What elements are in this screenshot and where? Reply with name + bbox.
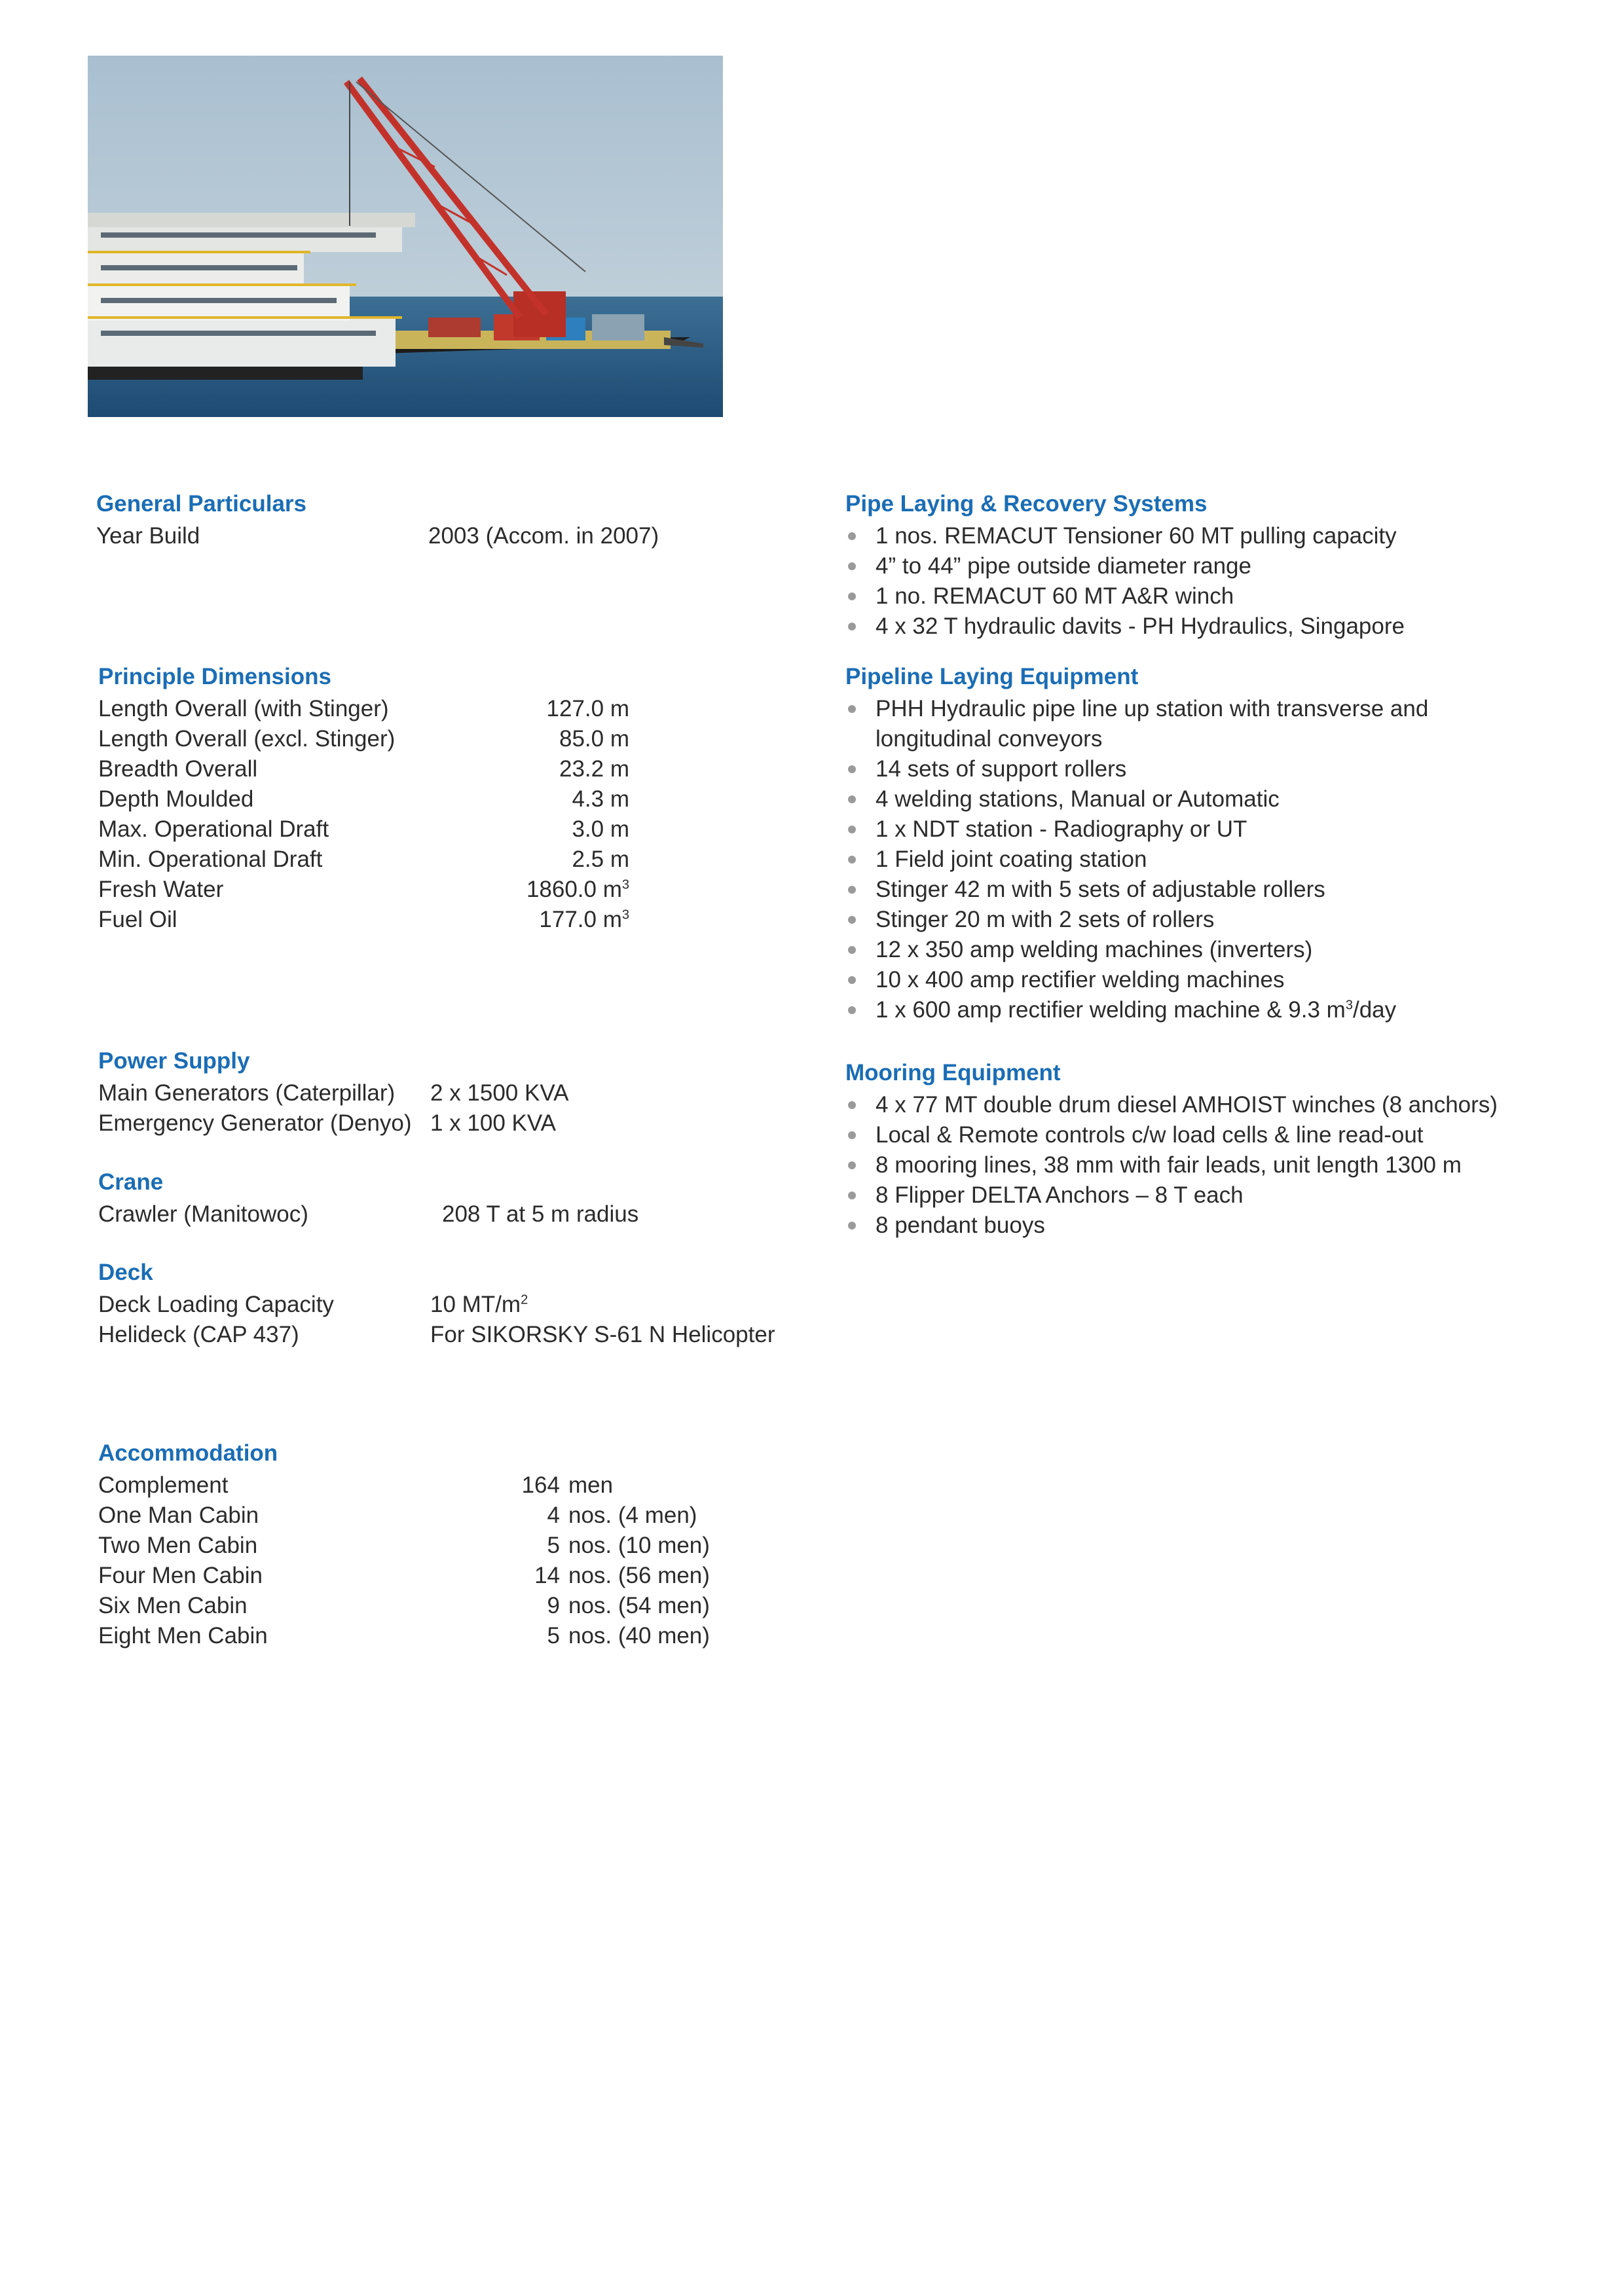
table-row	[98, 1591, 710, 1621]
row-count: 9	[547, 1593, 560, 1618]
table-row	[98, 1199, 688, 1230]
row-label: Breadth Overall	[98, 756, 258, 782]
accommodation-table	[98, 1470, 710, 1651]
table-row	[98, 1108, 688, 1139]
pipe-laying-list	[845, 521, 1405, 642]
list-item: 1 Field joint coating station	[845, 845, 1428, 875]
bullet-icon	[848, 976, 856, 984]
row-value: 2.5 m	[572, 847, 629, 872]
list-item: 8 pendant buoys	[845, 1211, 1498, 1241]
row-value: For SIKORSKY S-61 N Helicopter	[430, 1322, 775, 1347]
row-value: 2 x 1500 KVA	[430, 1080, 569, 1106]
bullet-icon	[848, 1131, 856, 1139]
list-item: Stinger 20 m with 2 sets of rollers	[845, 905, 1428, 935]
table-row	[98, 1501, 697, 1531]
row-value: 1860.0 $m^3$	[526, 877, 629, 902]
bullet-icon	[848, 1006, 856, 1014]
row-unit: nos. (4 men)	[568, 1503, 697, 1528]
list-item: 12 x 350 amp welding machines (inverters)	[845, 935, 1428, 965]
pipeline-laying-equipment-title: Pipeline Laying Equipment	[845, 664, 1139, 689]
list-item: 10 x 400 amp rectifier welding machines	[845, 965, 1428, 995]
superscript: 2	[521, 1292, 528, 1307]
pipeline-equipment-list	[845, 694, 1428, 1025]
table-row	[98, 784, 688, 814]
bullet-icon	[848, 705, 856, 713]
row-value: 127.0 m	[546, 696, 629, 721]
mooring-equipment-list	[845, 1090, 1498, 1241]
bullet-icon	[848, 946, 856, 954]
row-label: Complement	[98, 1472, 229, 1498]
row-label: One Man Cabin	[98, 1503, 259, 1528]
bullet-icon	[848, 1222, 856, 1230]
row-label: Eight Men Cabin	[98, 1623, 268, 1649]
general-particulars-table	[96, 521, 686, 551]
principle-dimensions-title: Principle Dimensions	[98, 664, 331, 689]
list-item: 4” to 44” pipe outside diameter range	[845, 551, 1405, 581]
bullet-icon	[848, 916, 856, 924]
row-label: Fuel Oil	[98, 907, 177, 932]
superscript: 3	[621, 877, 629, 892]
power-supply-title: Power Supply	[98, 1048, 250, 1074]
table-row	[98, 1470, 688, 1501]
row-value: 23.2 m	[559, 756, 629, 782]
row-count: 14	[534, 1563, 560, 1588]
principle-dimensions-table	[98, 694, 688, 935]
row-value: 2003 (Accom. in 2007)	[428, 523, 659, 549]
row-label: Two Men Cabin	[98, 1533, 258, 1558]
power-supply-table	[98, 1078, 688, 1139]
crane-title: Crane	[98, 1169, 164, 1195]
list-item: 1 x NDT station - Radiography or UT	[845, 814, 1428, 845]
row-label: Depth Moulded	[98, 786, 254, 812]
table-row	[98, 814, 688, 845]
row-value: 177.0 $m^3$	[539, 907, 629, 932]
row-label: Crawler (Manitowoc)	[98, 1201, 308, 1227]
row-value: 208 T at 5 m radius	[442, 1201, 639, 1227]
crane-table	[98, 1199, 688, 1230]
deck-table	[98, 1290, 786, 1350]
table-row	[98, 724, 688, 754]
deck-title: Deck	[98, 1260, 153, 1285]
table-row	[98, 1320, 786, 1350]
table-row	[98, 1621, 710, 1651]
barge-illustration	[88, 56, 723, 417]
row-count: 4	[547, 1503, 560, 1528]
row-label: Main Generators (Caterpillar)	[98, 1080, 396, 1106]
list-item: 4 x 77 MT double drum diesel AMHOIST winches (8 anchors)	[845, 1090, 1498, 1120]
bullet-icon	[848, 856, 856, 864]
row-label: Deck Loading Capacity	[98, 1292, 334, 1317]
table-row	[98, 694, 688, 724]
bullet-icon	[848, 562, 856, 570]
row-label: Min. Operational Draft	[98, 847, 323, 872]
row-value: 4.3 m	[572, 786, 629, 812]
row-unit: nos. (56 men)	[568, 1563, 710, 1588]
pipe-laying-title: Pipe Laying & Recovery Systems	[845, 491, 1208, 517]
list-item: 1 nos. REMACUT Tensioner 60 MT pulling capacity	[845, 521, 1405, 551]
list-item: PHH Hydraulic pipe line up station with transverse and longitudinal conveyors	[845, 694, 1428, 754]
table-row	[98, 1290, 786, 1320]
vessel-photo	[88, 56, 723, 417]
list-item: 8 Flipper DELTA Anchors – 8 T each	[845, 1180, 1498, 1211]
table-row	[98, 1561, 710, 1591]
row-unit: nos. (10 men)	[568, 1533, 710, 1558]
list-item: 8 mooring lines, 38 mm with fair leads, unit length 1300 m	[845, 1150, 1498, 1180]
superscript: 3	[621, 907, 629, 922]
table-row	[98, 754, 688, 784]
bullet-icon	[848, 623, 856, 630]
bullet-icon	[848, 826, 856, 833]
row-count: 5	[547, 1533, 560, 1558]
row-label: Length Overall (with Stinger)	[98, 696, 389, 721]
row-label: Emergency Generator (Denyo)	[98, 1110, 412, 1136]
row-label: Year Build	[96, 523, 200, 549]
list-item: 14 sets of support rollers	[845, 754, 1428, 784]
row-label: Length Overall (excl. Stinger)	[98, 726, 396, 752]
table-row	[96, 521, 686, 551]
list-item: 1 no. REMACUT 60 MT A&R winch	[845, 581, 1405, 611]
row-unit: nos. (54 men)	[568, 1593, 710, 1618]
list-item: Local & Remote controls c/w load cells & line read-out	[845, 1120, 1498, 1150]
row-value: 1 x 100 KVA	[430, 1110, 556, 1136]
list-item: 1 x 600 amp rectifier welding machine & 9.3 $m^3$/day	[845, 995, 1428, 1025]
row-label: Fresh Water	[98, 877, 224, 902]
row-label: Max. Operational Draft	[98, 816, 329, 842]
row-count: 164	[521, 1472, 560, 1498]
row-unit: nos. (40 men)	[568, 1623, 710, 1649]
bullet-icon	[848, 1192, 856, 1199]
row-label: Six Men Cabin	[98, 1593, 248, 1618]
mooring-equipment-title: Mooring Equipment	[845, 1060, 1061, 1085]
row-value: 10 $MT/m^2$	[430, 1292, 528, 1317]
bullet-icon	[848, 532, 856, 540]
list-item: 4 welding stations, Manual or Automatic	[845, 784, 1428, 814]
table-row	[98, 905, 688, 935]
table-row	[98, 1078, 688, 1108]
row-value: 85.0 m	[559, 726, 629, 752]
table-row	[98, 845, 688, 875]
table-row	[98, 875, 688, 905]
bullet-icon	[848, 592, 856, 600]
superscript: 3	[1345, 998, 1353, 1013]
accommodation-title: Accommodation	[98, 1440, 278, 1466]
bullet-icon	[848, 1101, 856, 1109]
bullet-icon	[848, 1161, 856, 1169]
bullet-icon	[848, 886, 856, 894]
row-label: Four Men Cabin	[98, 1563, 263, 1588]
row-label: Helideck (CAP 437)	[98, 1322, 299, 1347]
list-item: Stinger 42 m with 5 sets of adjustable rollers	[845, 875, 1428, 905]
general-particulars-title: General Particulars	[96, 491, 306, 517]
bullet-icon	[848, 795, 856, 803]
row-unit: men	[568, 1472, 614, 1498]
table-row	[98, 1531, 710, 1561]
bullet-icon	[848, 765, 856, 773]
list-item: 4 x 32 T hydraulic davits - PH Hydraulics, Singapore	[845, 611, 1405, 642]
row-value: 3.0 m	[572, 816, 629, 842]
row-count: 5	[547, 1623, 560, 1649]
